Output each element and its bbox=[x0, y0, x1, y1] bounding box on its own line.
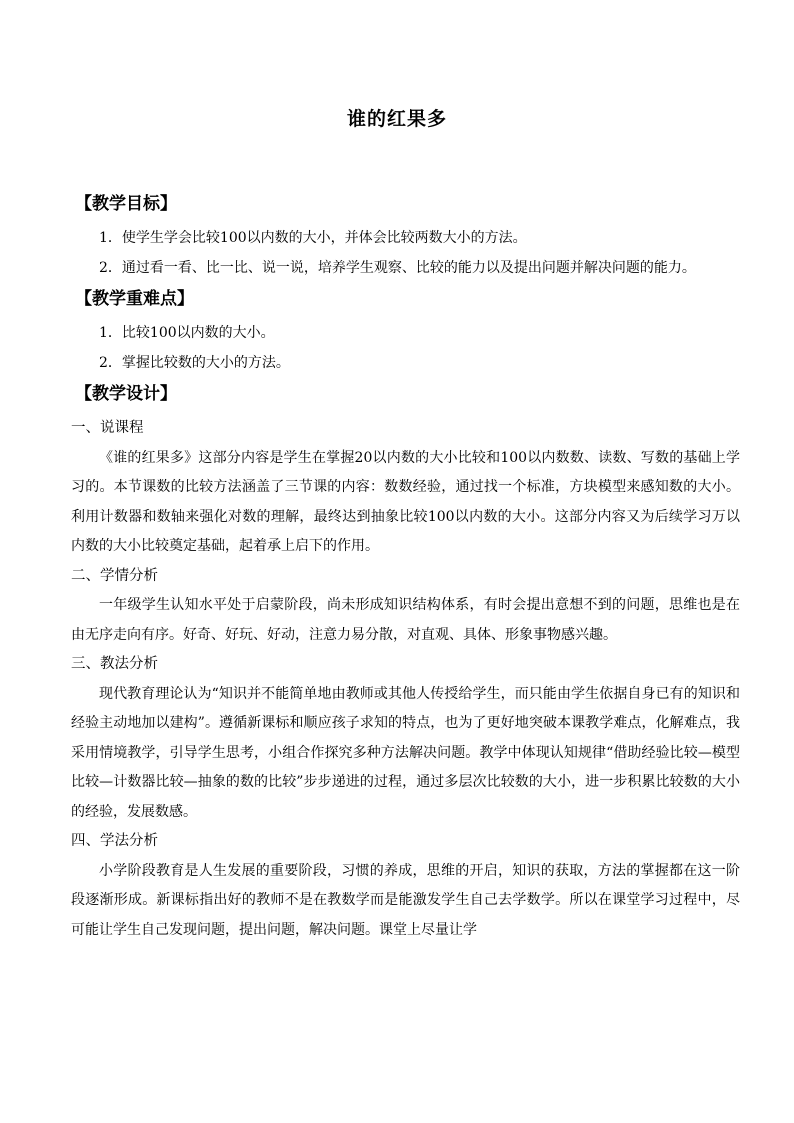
design-part-text-3: 现代教育理论认为“知识并不能简单地由教师或其他人传授给学生，而只能由学生依据自身已有的知识和经验主动地加以建构”。遵循新课标和顺应孩子求知的特点，也为了更好地突破本课教学难点，化解难点，我采用情境教学，引导学生思考，小组合作探究多种方法解决问题。教学中体现认知规律“借助经验比较—模型比较—计数器比较—抽象的数的比较”步步递进的过程，通过多层次比较数的大小，进一步积累比较数的大小的经验，发展数感。 bbox=[71, 685, 740, 820]
goal-item-2: 2．通过看一看、比一比、说一说，培养学生观察、比较的能力以及提出问题并解决问题的能力。 bbox=[99, 259, 696, 276]
design-part-text-1: 《谁的红果多》这部分内容是学生在掌握20以内数的大小比较和100以内数数、读数、写数的基础上学习的。本节课数的比较方法涵盖了三节课的内容：数数经验，通过找一个标准，方块模型来感知数的大小。利用计数器和数轴来强化对数的理解，最终达到抽象比较100以内数的大小。这部分内容又为后续学习万以内数的大小比较奠定基础，起着承上启下的作用。 bbox=[71, 449, 740, 554]
section-heading-key-points: 【教学重难点】 bbox=[75, 289, 194, 309]
goal-item-1: 1．使学生学会比较100以内数的大小，并体会比较两数大小的方法。 bbox=[99, 230, 527, 246]
key-point-item-2: 2．掌握比较数的大小的方法。 bbox=[99, 354, 290, 371]
design-part-heading-1: 一、说课程 bbox=[71, 420, 144, 436]
document-title: 谁的红果多 bbox=[346, 108, 447, 130]
key-point-item-1: 1．比较100以内数的大小。 bbox=[99, 325, 275, 341]
design-part-heading-2: 二、学情分析 bbox=[71, 567, 158, 584]
section-heading-design: 【教学设计】 bbox=[75, 384, 177, 404]
design-part-heading-4: 四、学法分析 bbox=[71, 833, 158, 849]
design-part-text-2: 一年级学生认知水平处于启蒙阶段，尚未形成知识结构体系，有时会提出意想不到的问题，思维也是在由无序走向有序。好奇、好玩、好动，注意力易分散，对直观、具体、形象事物感兴趣。 bbox=[71, 597, 740, 643]
section-heading-goals: 【教学目标】 bbox=[75, 194, 177, 214]
design-part-text-4: 小学阶段教育是人生发展的重要阶段，习惯的养成，思维的开启，知识的获取，方法的掌握都在这一阶段逐渐形成。新课标指出好的教师不是在教数学而是能激发学生自己去学数学。所以在课堂学习过程中，尽可能让学生自己发现问题，提出问题，解决问题。课堂上尽量让学 bbox=[71, 862, 740, 938]
design-part-heading-3: 三、教法分析 bbox=[71, 656, 158, 672]
document-body bbox=[71, 188, 740, 945]
